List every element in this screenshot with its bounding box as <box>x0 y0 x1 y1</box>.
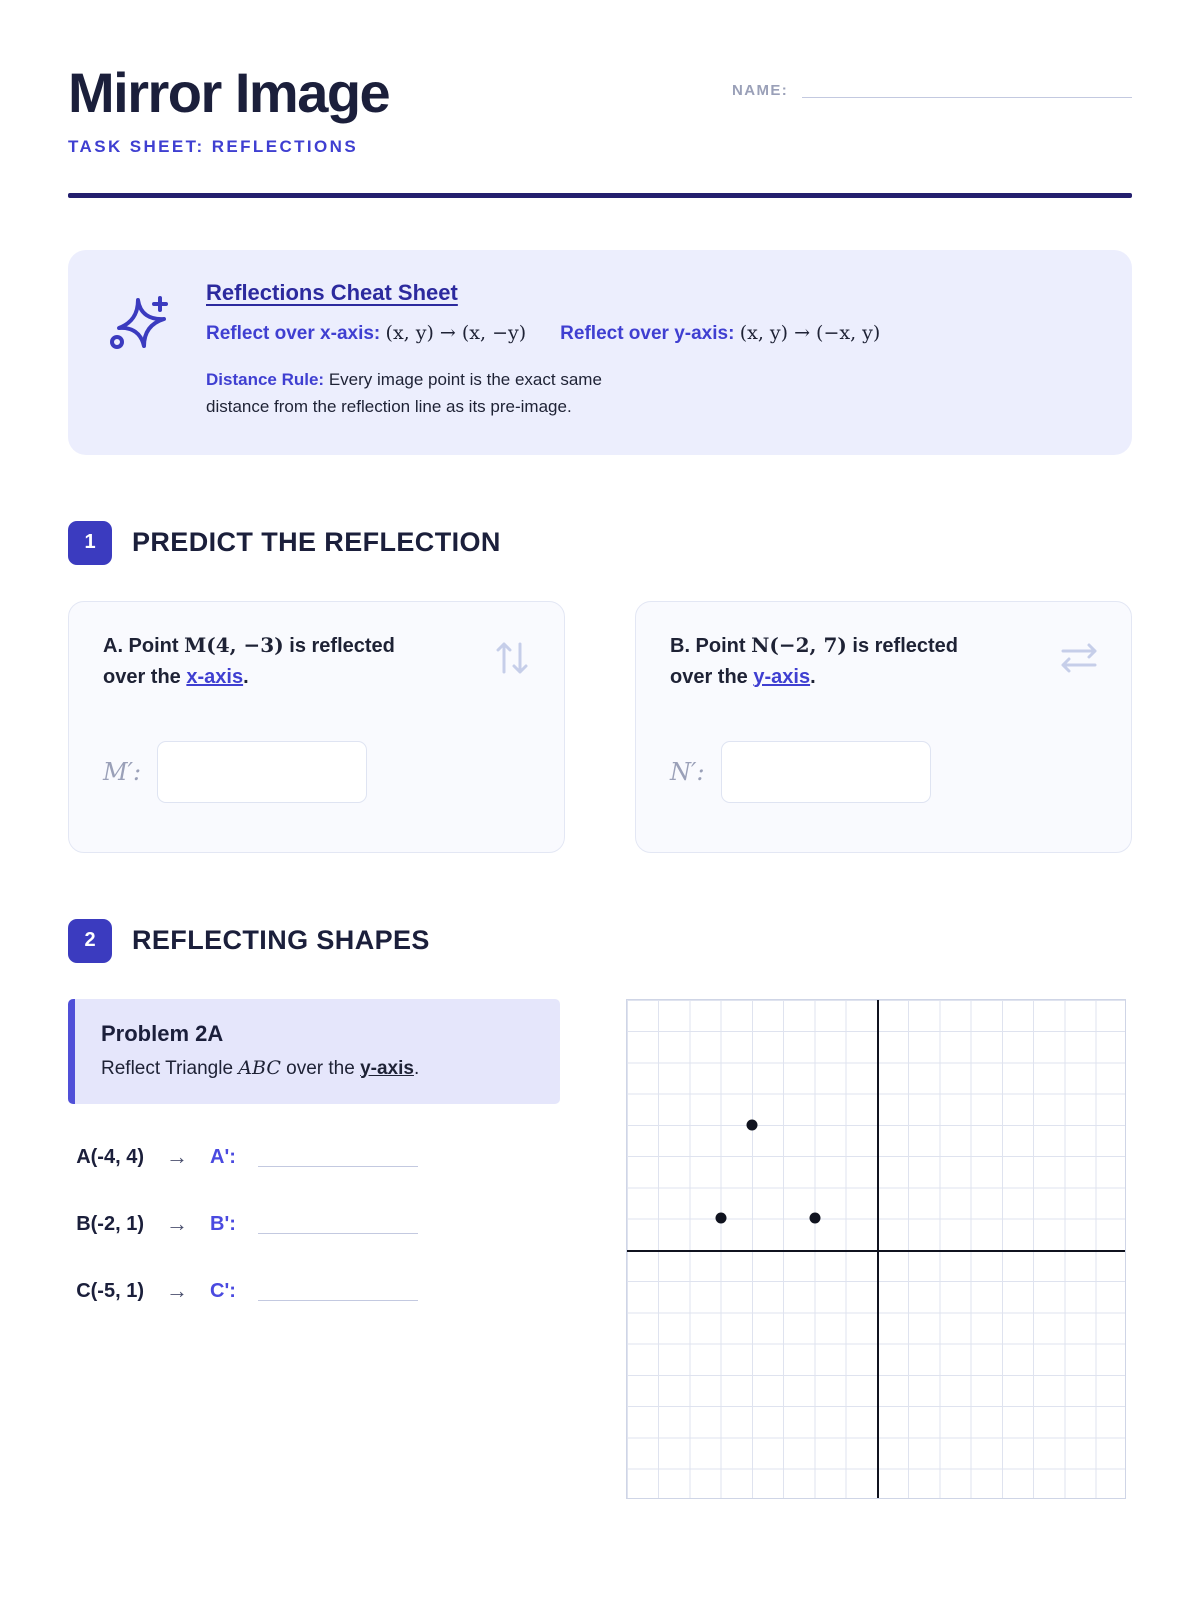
point-b-arrow-icon: → <box>166 1211 188 1237</box>
coordinate-grid[interactable] <box>626 999 1126 1499</box>
predict-card-a-answer <box>103 741 530 803</box>
point-c-target-label: C': <box>210 1279 236 1302</box>
rule-x-axis <box>206 322 526 345</box>
rule-x-axis-label: Reflect over x-axis: <box>206 322 381 344</box>
card-b-answer-input[interactable] <box>721 741 931 803</box>
problem-desc-prefix: Reflect Triangle <box>101 1057 239 1079</box>
title-block <box>68 60 389 157</box>
point-c-answer-line[interactable] <box>258 1300 418 1301</box>
card-a-suffix: . <box>243 665 249 688</box>
point-a-source: A(-4, 4) <box>76 1145 144 1168</box>
section-1-title: PREDICT THE REFLECTION <box>132 527 501 558</box>
page-subtitle: TASK SHEET: REFLECTIONS <box>68 136 359 156</box>
point-a-arrow-icon: → <box>166 1144 188 1170</box>
point-mapping-row-a <box>68 1144 560 1171</box>
rule-x-axis-formula: (x, y) → (x, −y) <box>385 321 527 344</box>
sparkle-icon <box>104 280 180 421</box>
point-mapping-row-b <box>68 1211 560 1238</box>
problem-2a-description <box>101 1057 534 1080</box>
card-b-middle: is reflected over the <box>670 634 959 688</box>
card-a-point: M(4, −3) <box>184 632 284 657</box>
problem-2a-title: Problem 2A <box>101 1020 224 1046</box>
point-b-answer-line[interactable] <box>258 1233 418 1234</box>
distance-rule-label: Distance Rule: <box>206 369 325 389</box>
header-divider <box>68 193 1132 198</box>
cheat-sheet-title: Reflections Cheat Sheet <box>206 279 458 305</box>
predict-card-a <box>68 601 565 853</box>
point-c-source: C(-5, 1) <box>76 1279 144 1302</box>
distance-rule-text: Every image point is the exact same distance from the reflection line as its pre-image. <box>206 369 602 416</box>
page-header <box>68 60 1132 157</box>
card-b-suffix: . <box>810 665 816 688</box>
point-mapping-row-c <box>68 1278 560 1305</box>
plotted-point-b <box>809 1213 820 1224</box>
point-b-target-label: B': <box>210 1212 236 1235</box>
problem-desc-axis: y-axis <box>360 1057 414 1079</box>
card-a-prefix: A. Point <box>103 634 185 657</box>
point-mapping-list <box>68 1144 560 1305</box>
name-field-group[interactable] <box>732 60 1132 99</box>
card-a-answer-label: M′: <box>103 757 142 786</box>
predict-card-a-text <box>103 630 433 693</box>
plotted-point-c <box>715 1213 726 1224</box>
predict-cards <box>68 601 1132 853</box>
problem-desc-suffix: . <box>413 1057 420 1079</box>
plotted-point-a <box>747 1119 758 1130</box>
card-b-point: N(−2, 7) <box>751 632 847 657</box>
card-b-axis-link[interactable]: y-axis <box>753 665 811 688</box>
flip-horizontal-icon <box>1057 638 1101 683</box>
card-a-axis-link[interactable]: x-axis <box>186 665 244 688</box>
cheat-sheet-rules <box>206 322 1096 345</box>
predict-card-b-answer <box>670 741 1097 803</box>
rule-y-axis <box>560 322 880 345</box>
card-b-prefix: B. Point <box>670 634 752 657</box>
name-input-line[interactable] <box>802 97 1132 98</box>
section-2-title: REFLECTING SHAPES <box>132 925 430 956</box>
predict-card-b <box>635 601 1132 853</box>
name-label: NAME: <box>732 82 789 99</box>
problem-column <box>68 999 560 1499</box>
card-a-middle: is reflected over the <box>103 634 395 688</box>
card-b-answer-label: N′: <box>670 757 705 786</box>
y-axis-line <box>877 1000 879 1498</box>
rule-y-axis-formula: (x, y) → (−x, y) <box>739 321 881 344</box>
predict-card-b-text <box>670 630 1000 693</box>
rule-y-axis-label: Reflect over y-axis: <box>560 322 735 344</box>
section-2-number: 2 <box>68 919 112 963</box>
flip-vertical-icon <box>490 638 534 683</box>
problem-desc-middle: over the <box>280 1057 361 1079</box>
problem-desc-shape: ABC <box>238 1056 281 1079</box>
point-a-target-label: A': <box>210 1145 236 1168</box>
section-2-body <box>68 999 1132 1499</box>
section-2-header <box>68 919 1132 963</box>
point-c-arrow-icon: → <box>166 1278 188 1304</box>
point-b-source: B(-2, 1) <box>76 1212 144 1235</box>
x-axis-line <box>627 1250 1125 1252</box>
problem-2a-box <box>68 999 560 1104</box>
section-1-number: 1 <box>68 521 112 565</box>
cheat-sheet-body <box>206 280 1096 421</box>
card-a-answer-input[interactable] <box>157 741 367 803</box>
page-title: Mirror Image <box>68 61 390 124</box>
distance-rule <box>206 367 606 421</box>
cheat-sheet-panel <box>68 250 1132 455</box>
point-a-answer-line[interactable] <box>258 1166 418 1167</box>
section-1-header <box>68 521 1132 565</box>
